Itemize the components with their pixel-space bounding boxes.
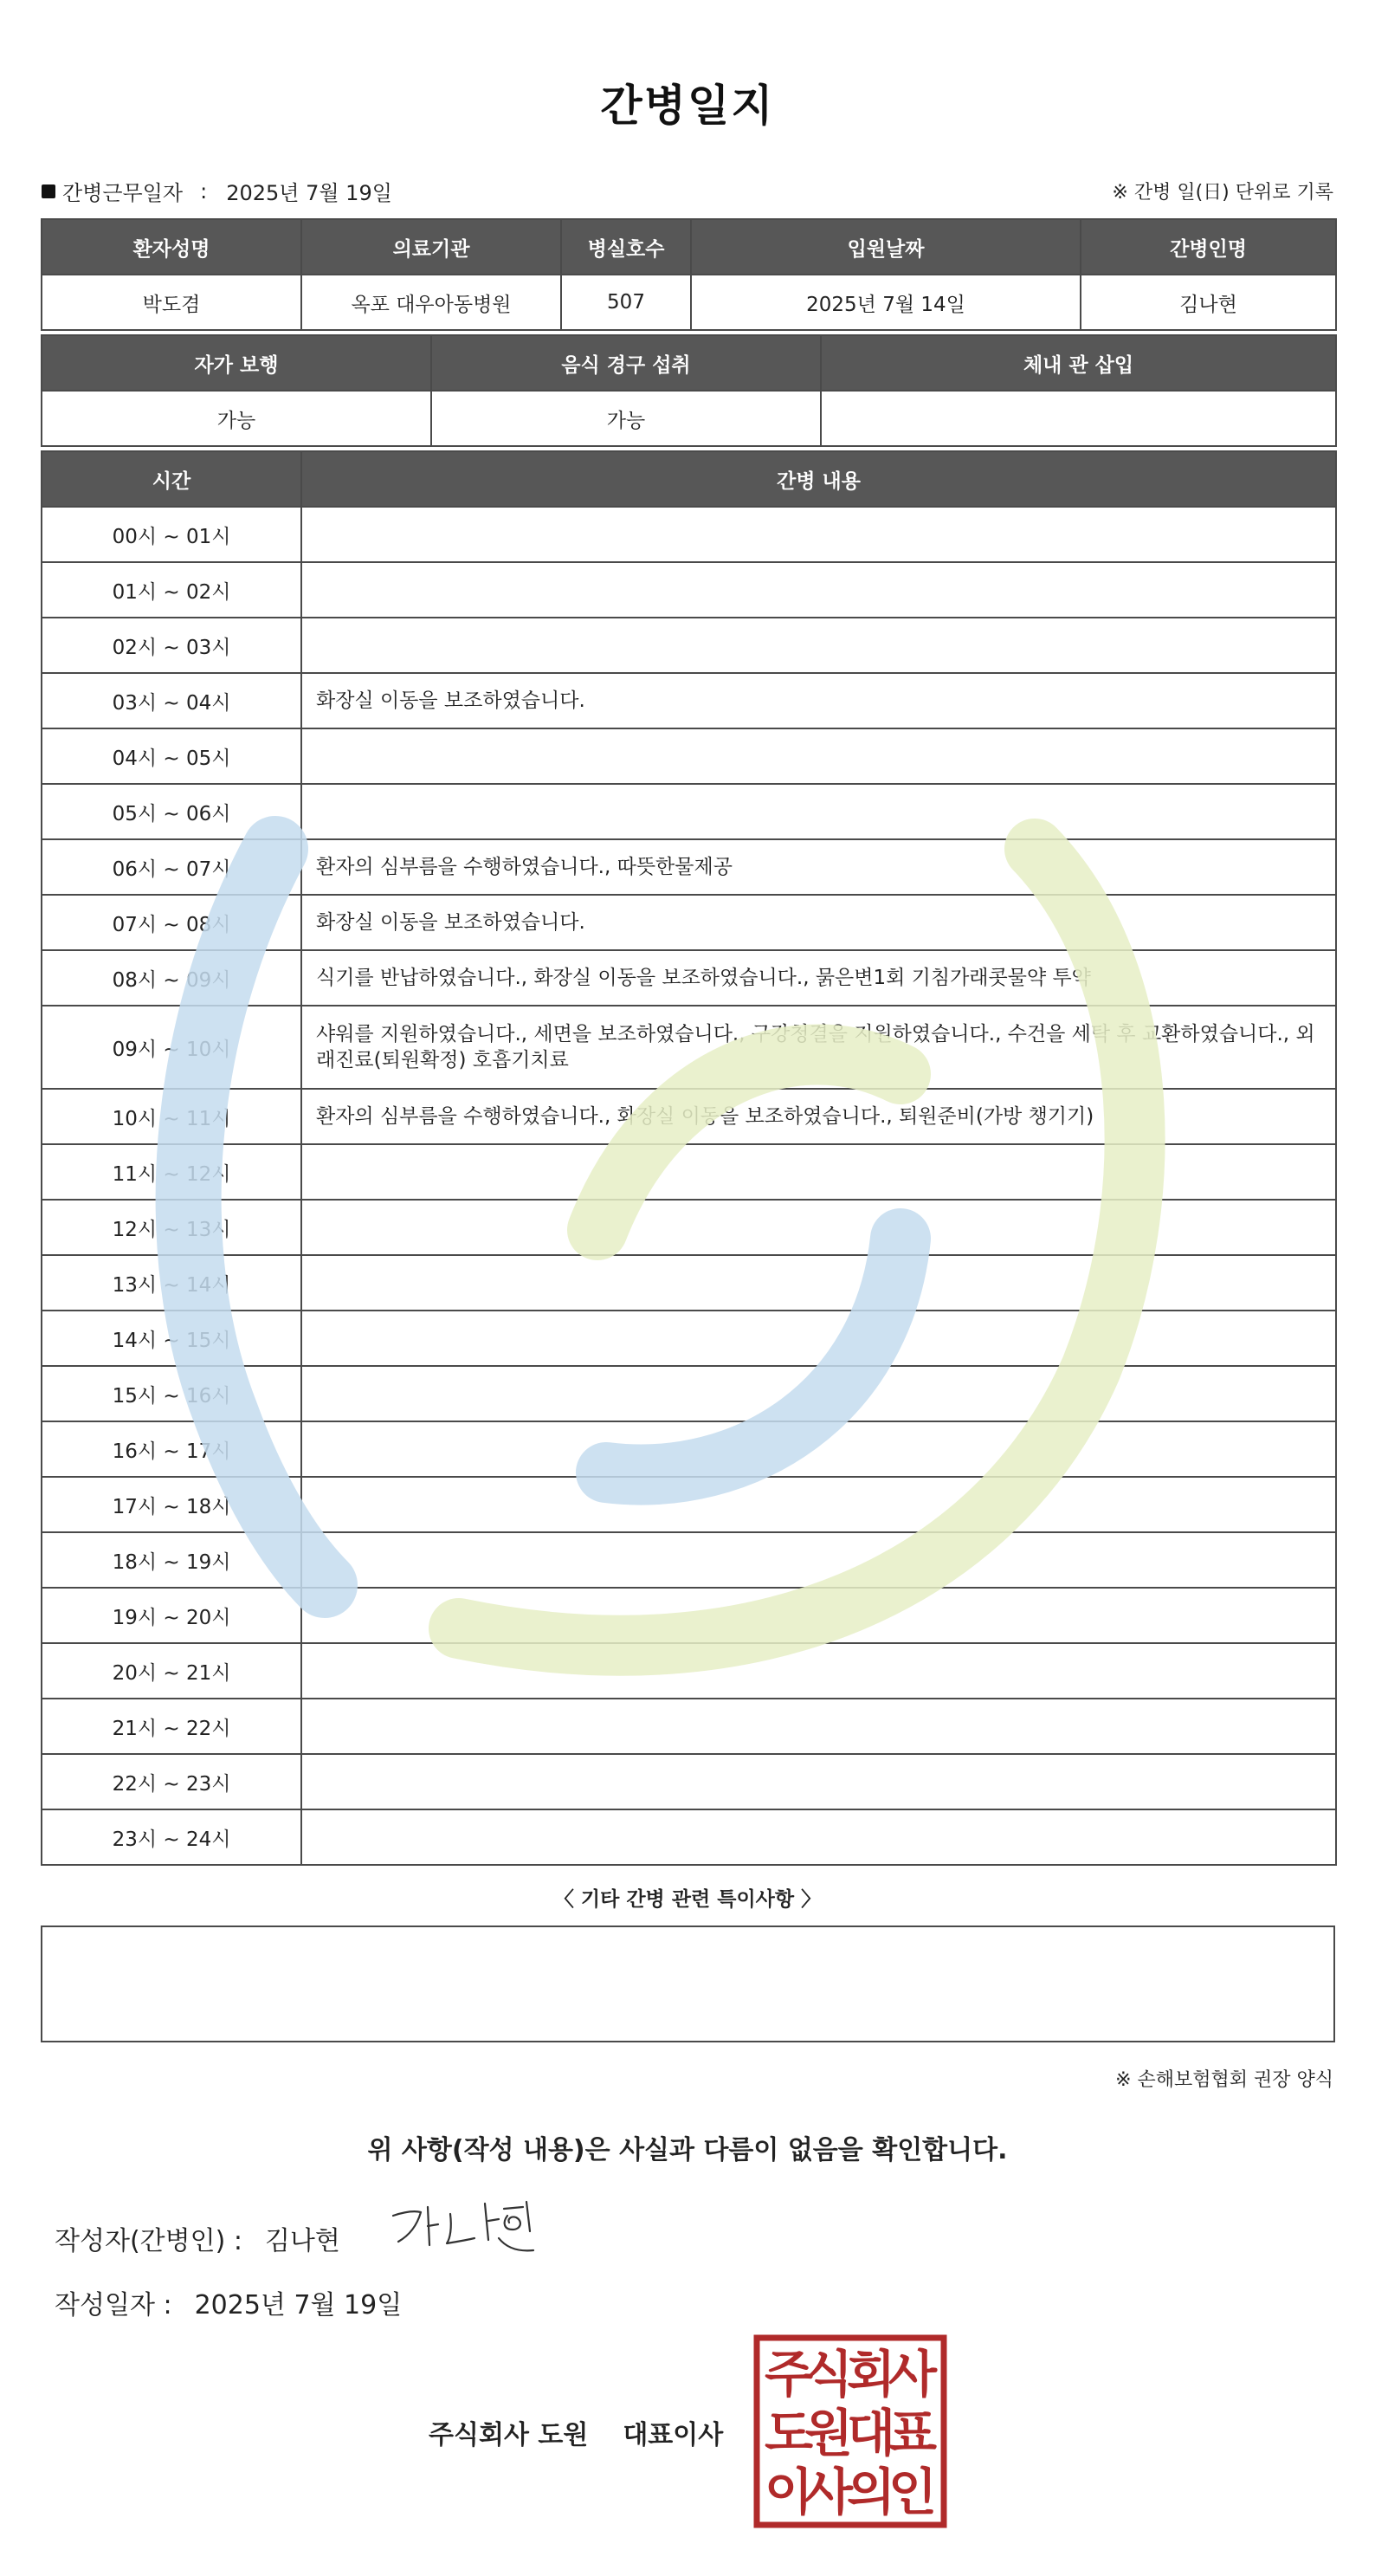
care-log-row [42,728,1336,784]
written-date-value: 2025년 7월 19일 [194,2290,403,2320]
oral-intake-value: 가능 [431,391,821,446]
care-log-time: 03시 ~ 04시 [42,673,301,728]
work-date-label: 간병근무일자 [62,181,184,205]
written-date-label: 작성일자 : [55,2290,172,2320]
writer-name: 김나현 [264,2226,340,2256]
header-tube-insertion: 체내 관 삽입 [821,335,1336,391]
care-log-note [301,728,1336,784]
patient-table-header-row [42,219,1336,275]
representative-title: 대표이사 [623,2420,724,2450]
svg-text:대: 대 [846,2404,896,2463]
care-log-row [42,1311,1336,1366]
care-log-time: 22시 ~ 23시 [42,1754,301,1809]
care-log-time: 01시 ~ 02시 [42,562,301,618]
work-date-separator: : [200,178,208,204]
care-log-note [301,507,1336,562]
header-caregiver-name: 간병인명 [1081,219,1336,275]
care-log-note [301,1200,1336,1255]
svg-text:회: 회 [846,2345,896,2404]
care-log-time: 15시 ~ 16시 [42,1366,301,1421]
care-log-time: 00시 ~ 01시 [42,507,301,562]
care-log-row [42,784,1336,839]
care-log-table [41,450,1337,1866]
care-log-row [42,1366,1336,1421]
header-time: 시간 [42,451,301,507]
care-log-time: 10시 ~ 11시 [42,1089,301,1144]
care-log-row [42,1754,1336,1809]
care-log-time: 23시 ~ 24시 [42,1809,301,1865]
care-log-time: 21시 ~ 22시 [42,1699,301,1754]
care-log-note [301,1809,1336,1865]
header-admission-date: 입원날짜 [691,219,1081,275]
care-log-note [301,1754,1336,1809]
hospital-name: 옥포 대우아동병원 [301,275,561,330]
svg-text:사: 사 [804,2463,854,2521]
care-log-time: 13시 ~ 14시 [42,1255,301,1311]
condition-header-row [42,335,1336,391]
writer-label: 작성자(간병인) : [55,2226,242,2256]
care-log-time: 05시 ~ 06시 [42,784,301,839]
svg-text:의: 의 [846,2463,896,2521]
self-walking-value: 가능 [42,391,431,446]
care-log-body [42,507,1336,1865]
writer-line [55,2219,340,2257]
care-log-time: 08시 ~ 09시 [42,950,301,1006]
care-log-row [42,1809,1336,1865]
care-log-time: 04시 ~ 05시 [42,728,301,784]
care-log-note: 샤워를 지원하였습니다., 세면을 보조하였습니다., 구강청결을 지원하였습니다., 수건을 세탁 후 교환하였습니다., 외래진료(퇴원확정) 호흡기치료 [301,1006,1336,1089]
care-log-row [42,1477,1336,1532]
svg-text:표: 표 [888,2404,938,2463]
care-log-row [42,1144,1336,1200]
care-log-row [42,1588,1336,1643]
work-date-line [42,176,392,206]
svg-text:사: 사 [888,2345,938,2404]
header-room: 병실호수 [561,219,691,275]
care-log-row [42,1255,1336,1311]
header-patient-name: 환자성명 [42,219,301,275]
care-log-row [42,1699,1336,1754]
care-log-time: 20시 ~ 21시 [42,1643,301,1699]
care-log-time: 19시 ~ 20시 [42,1588,301,1643]
svg-text:식: 식 [804,2345,854,2404]
care-log-note [301,1311,1336,1366]
care-log-time: 18시 ~ 19시 [42,1532,301,1588]
care-log-note [301,1643,1336,1699]
unit-note: ※ 간병 일(日) 단위로 기록 [1112,182,1333,204]
svg-text:인: 인 [888,2463,938,2521]
svg-text:도: 도 [764,2404,814,2463]
condition-value-row [42,391,1336,446]
special-notes-title: 〈 기타 간병 관련 특이사항 〉 [553,1888,822,1911]
company-line [429,2413,723,2451]
care-log-note: 식기를 반납하였습니다., 화장실 이동을 보조하였습니다., 묽은변1회 기침가래콧물약 투약 [301,950,1336,1006]
care-log-row [42,1421,1336,1477]
care-log-row [42,507,1336,562]
care-log-row [42,895,1336,950]
care-log-time: 09시 ~ 10시 [42,1006,301,1089]
handwritten-signature [388,2197,537,2259]
svg-text:주: 주 [764,2345,814,2404]
care-log-note [301,1699,1336,1754]
document-title: 간병일지 [600,81,775,131]
room-number: 507 [561,275,691,330]
tube-insertion-value [821,391,1336,446]
company-name: 주식회사 도원 [429,2420,589,2450]
confirmation-statement: 위 사항(작성 내용)은 사실과 다름이 없음을 확인합니다. [367,2135,1008,2165]
care-log-note [301,562,1336,618]
care-log-note: 화장실 이동을 보조하였습니다. [301,673,1336,728]
care-log-time: 11시 ~ 12시 [42,1144,301,1200]
svg-text:이: 이 [764,2463,814,2521]
patient-table-value-row [42,275,1336,330]
care-log-row [42,1200,1336,1255]
care-log-note [301,1532,1336,1588]
care-log-note [301,1588,1336,1643]
care-log-note [301,1255,1336,1311]
care-log-row [42,839,1336,895]
care-log-row [42,1006,1336,1089]
care-log-note: 환자의 심부름을 수행하였습니다., 따뜻한물제공 [301,839,1336,895]
care-log-row [42,562,1336,618]
form-note: ※ 손해보험협회 권장 양식 [1115,2069,1333,2091]
written-date-line [55,2283,402,2321]
work-date-value: 2025년 7월 19일 [226,181,392,205]
care-log-row [42,1643,1336,1699]
care-log-note [301,618,1336,673]
care-log-time: 12시 ~ 13시 [42,1200,301,1255]
care-log-time: 07시 ~ 08시 [42,895,301,950]
care-log-note [301,1477,1336,1532]
svg-text:원: 원 [804,2404,854,2463]
care-log-row [42,950,1336,1006]
care-log-row [42,1089,1336,1144]
special-notes-box [41,1926,1335,2042]
bullet-square-icon [42,184,55,198]
care-log-note [301,784,1336,839]
care-log-time: 06시 ~ 07시 [42,839,301,895]
header-care-content: 간병 내용 [301,451,1336,507]
care-log-time: 16시 ~ 17시 [42,1421,301,1477]
care-log-row [42,618,1336,673]
header-self-walking: 자가 보행 [42,335,431,391]
care-log-row [42,1532,1336,1588]
care-log-time: 02시 ~ 03시 [42,618,301,673]
care-log-note: 화장실 이동을 보조하였습니다. [301,895,1336,950]
care-log-note: 환자의 심부름을 수행하였습니다., 화장실 이동을 보조하였습니다., 퇴원준비(가방 챙기기) [301,1089,1336,1144]
header-oral-intake: 음식 경구 섭취 [431,335,821,391]
patient-info-table [41,218,1337,331]
care-log-note [301,1366,1336,1421]
condition-table [41,334,1337,447]
header-hospital: 의료기관 [301,219,561,275]
care-log-note [301,1144,1336,1200]
care-log-time: 17시 ~ 18시 [42,1477,301,1532]
care-log-note [301,1421,1336,1477]
care-log-time: 14시 ~ 15시 [42,1311,301,1366]
company-seal [753,2334,947,2528]
care-log-row [42,673,1336,728]
admission-date: 2025년 7월 14일 [691,275,1081,330]
patient-name: 박도겸 [42,275,301,330]
care-log-header-row [42,451,1336,507]
caregiver-name: 김나현 [1081,275,1336,330]
